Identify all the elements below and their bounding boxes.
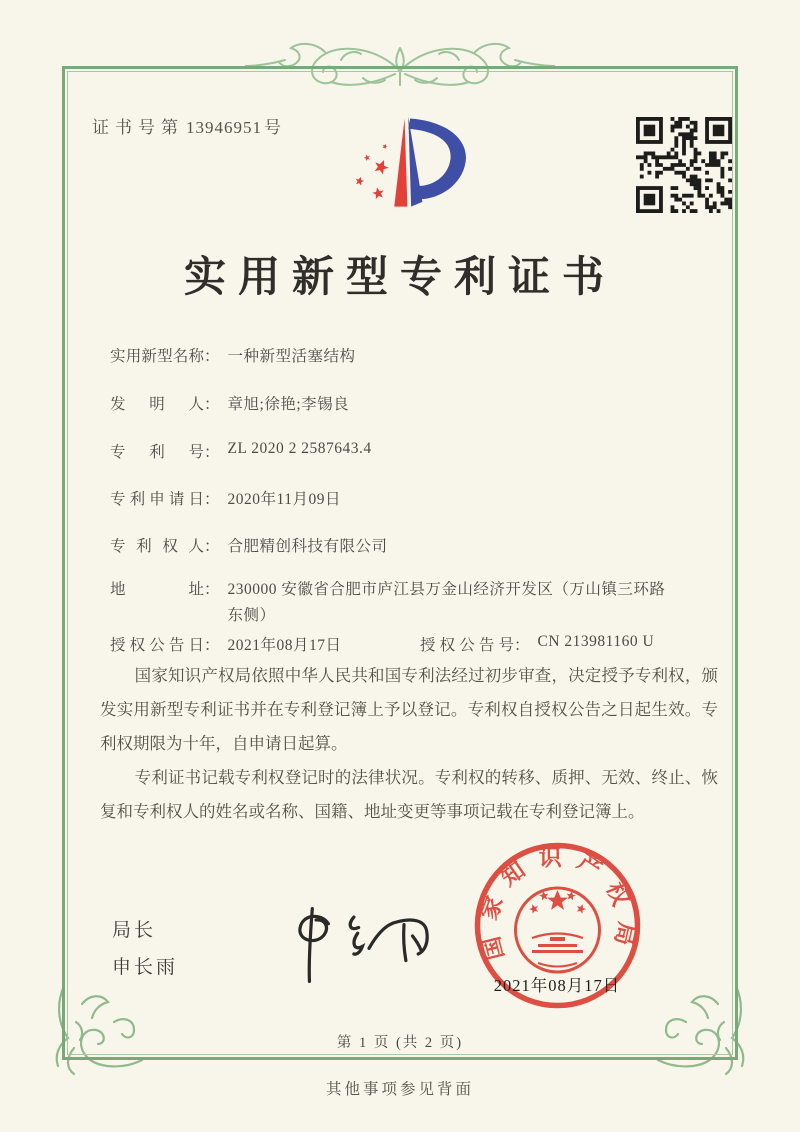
field-colon: ： (204, 444, 220, 461)
field-value: 合肥精创科技有限公司 (227, 538, 388, 555)
grant-row (110, 633, 655, 655)
certificate-number-prefix: 证书号第 (92, 118, 184, 137)
field-value: ZL 2020 2 2587643.4 (227, 440, 372, 457)
field-row-patent-number (110, 440, 372, 462)
certificate-number-suffix: 号 (264, 118, 281, 137)
signer-title: 局长 (112, 920, 157, 941)
field-colon: ： (514, 637, 530, 654)
grant-date-value: 2021年08月17日 (227, 637, 342, 654)
field-value: 230000 安徽省合肥市庐江县万金山经济开发区（万山镇三环路东侧） (227, 581, 666, 624)
certificate-number (92, 113, 281, 138)
field-label: 专利申请日 (110, 491, 204, 508)
field-row-patentee (110, 534, 388, 556)
field-colon: ： (204, 491, 220, 508)
field-label: 地址 (110, 581, 204, 598)
seal-ring-text: 国家知识产权局 (475, 845, 640, 963)
field-row-address (110, 577, 680, 629)
signer-name: 申长雨 (112, 957, 179, 978)
certificate-title: 实用新型专利证书 (183, 255, 616, 301)
field-label: 实用新型名称 (110, 348, 204, 365)
field-label: 专利权人 (110, 538, 204, 555)
field-colon: ： (204, 581, 220, 598)
field-value: 2020年11月09日 (227, 491, 341, 508)
field-label: 发明人 (110, 396, 204, 413)
field-colon: ： (204, 348, 220, 365)
grant-number-value: CN 213981160 U (537, 633, 655, 650)
field-colon: ： (204, 538, 220, 555)
field-row-inventors (110, 392, 349, 414)
field-value: 章旭;徐艳;李锡良 (227, 396, 350, 413)
qr-code-icon (636, 117, 732, 213)
page-info: 第 1 页 (共 2 页) (336, 1035, 464, 1051)
certificate-number-value: 13946951 (186, 118, 262, 137)
grant-number-label: 授权公告号 (420, 637, 514, 654)
legal-text-block (100, 659, 718, 829)
field-row-filing-date (110, 487, 341, 509)
handwritten-signature-icon (228, 884, 476, 988)
legal-paragraph-2: 专利证书记载专利权登记时的法律状况。专利权的转移、质押、无效、终止、恢复和专利权人的姓名或名称、国籍、地址变更等事项记载在专利登记簿上。 (100, 768, 718, 821)
field-row-utility-model-name (110, 344, 356, 366)
field-colon: ： (204, 637, 220, 654)
field-label: 专利号 (110, 444, 204, 461)
field-colon: ： (204, 396, 220, 413)
legal-paragraph-1: 国家知识产权局依照中华人民共和国专利法经过初步审查，决定授予专利权，颁发实用新型专利证书并在专利登记簿上予以登记。专利权自授权公告之日起生效。专利权期限为十年，自申请日起算。 (100, 666, 718, 753)
cnipa-logo-icon (338, 106, 488, 234)
grant-date-label: 授权公告日 (110, 637, 204, 654)
field-value: 一种新型活塞结构 (227, 348, 356, 365)
grant-number-pair (420, 633, 654, 655)
back-note: 其他事项参见背面 (325, 1081, 474, 1098)
seal-date: 2021年08月17日 (493, 976, 621, 995)
